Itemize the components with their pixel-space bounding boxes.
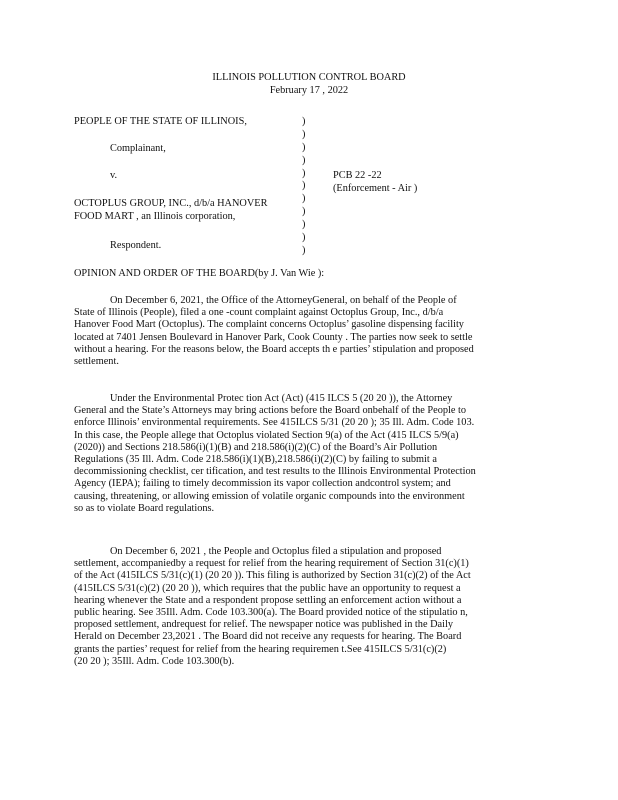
caption-paren: ) [302,116,306,127]
paragraph-line: causing, threatening, or allowing emission of volatile organic compounds into the environment [74,490,465,502]
caption-paren: ) [302,193,306,205]
paragraph-line: Regulations (35 Ill. Adm. Code 218.586(i)(1)(B),218.586(i)(2)(C) by failing to submit a [74,453,437,465]
case-identifier [333,170,417,196]
caption-paren: ) [302,154,306,166]
paragraph-line: In this case, the People allege that Octoplus violated Section 9(a) of the Act (415 ILCS 5/9(a) [74,429,459,441]
paragraph-line: Hanover Food Mart (Octoplus). The complaint concerns Octoplus’ gasoline dispensing facility [74,319,464,331]
versus-label: v. [110,170,118,181]
paragraph-line: so as to violate Board regulations. [74,502,215,514]
caption-paren: ) [302,141,306,153]
caption-paren: ) [302,219,306,231]
paragraph-line: State of Illinois (People), filed a one -count complaint against Octoplus Group, Inc., d/b/a [74,307,444,319]
plaintiff-name: PEOPLE OF THE STATE OF ILLINOIS, [74,116,247,127]
paragraph-line: (2020)) and Sections 218.586(i)(1)(B) and 218.586(i)(2)(C) of the Board’s Air Pollution [74,441,438,453]
case-number: PCB 22 -22 [333,170,382,181]
respondent-label: Respondent. [110,240,162,251]
paragraph-line: (20 20 ); 35Ill. Adm. Code 103.300(b). [74,655,235,667]
paragraph-line: Under the Environmental Protec tion Act (Act) (415 ILCS 5 (20 20 )), the Attorney [110,393,453,404]
defendant-name-line2: FOOD MART , an Illinois corporation, [74,211,236,222]
paragraph-line: (415ILCS 5/31(c)(2) (20 20 )), which requires that the public have an opportunity to request a [74,582,461,594]
paragraph-line: grants the parties’ request for relief from the hearing requiremen t.See 415ILCS 5/31(c)(2) [74,643,447,655]
paragraph-line: decommissioning checklist, cer tification, and test results to the Illinois Environmental Protection [74,466,476,478]
paragraph-line: Agency (IEPA); failing to timely decommission its vapor collection andcontrol system; and [74,478,451,490]
defendant-name-line1: OCTOPLUS GROUP, INC., d/b/a HANOVER [74,198,268,209]
caption-paren: ) [302,128,306,140]
document-header [0,72,618,98]
paragraph-line: settlement. [74,355,119,367]
paragraph-line: On December 6, 2021 , the People and Octoplus filed a stipulation and proposed [110,546,442,557]
caption-paren: ) [302,206,306,218]
paragraph-2 [74,393,534,515]
paragraph-line: proposed settlement, andrequest for relief. The newspaper notice was published in the Daily [74,619,453,631]
caption-paren: ) [302,244,306,256]
caption-parentheses [302,116,305,258]
caption-paren: ) [302,232,306,244]
board-title: ILLINOIS POLLUTION CONTROL BOARD [212,72,406,83]
paragraph-line: hearing whenever the State and a respondent propose settling an enforcement action without a [74,594,462,606]
paragraph-line: Herald on December 23,2021 . The Board did not receive any requests for hearing. The Board [74,631,462,643]
paragraph-1 [74,295,534,368]
complainant-label: Complainant, [110,143,166,154]
caption-paren: ) [302,167,306,179]
case-type: (Enforcement - Air ) [333,183,418,194]
paragraph-line: On December 6, 2021, the Office of the AttorneyGeneral, on behalf of the People of [110,295,457,306]
document-date: February 17 , 2022 [269,85,349,96]
paragraph-line: General and the State’s Attorneys may bring actions before the Board onbehalf of the People to [74,405,467,417]
caption-paren: ) [302,180,306,192]
opinion-heading: OPINION AND ORDER OF THE BOARD(by J. Van Wie ): [74,268,325,279]
paragraph-line: located at 7401 Jensen Boulevard in Hanover Park, Cook County . The parties now seek to settle [74,331,473,343]
paragraph-line: without a hearing. For the reasons below, the Board accepts th e parties’ stipulation and proposed [74,343,474,355]
paragraph-line: settlement, accompaniedby a request for relief from the hearing requirement of Section 31(c)(1) [74,558,469,570]
paragraph-line: public hearing. See 35Ill. Adm. Code 103.300(a). The Board provided notice of the stipulatio n, [74,606,468,618]
paragraph-3 [74,546,534,668]
paragraph-line: enforce Illinois’ environmental requirements. See 415ILCS 5/31 (20 20 ); 35 Ill. Adm. Code 103. [74,417,475,429]
paragraph-line: of the Act (415ILCS 5/31(c)(1) (20 20 )). This filing is authorized by Section 31(c)(2) of the Act [74,570,471,582]
